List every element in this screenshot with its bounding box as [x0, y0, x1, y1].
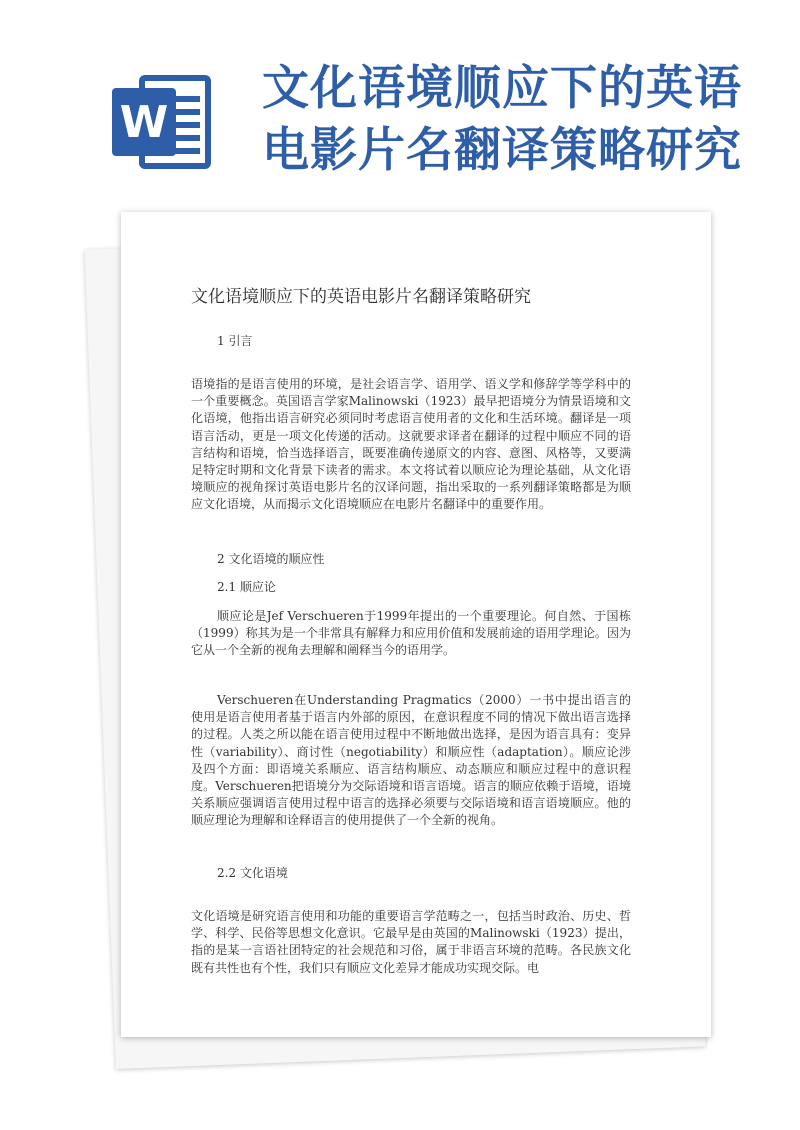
banner-title	[262, 58, 782, 182]
document-page	[121, 212, 711, 1037]
subsection-heading: 2.2 文化语境	[217, 866, 288, 880]
section-heading: 2 文化语境的顺应性	[217, 552, 325, 566]
paragraph: 文化语境是研究语言使用和功能的重要语言学范畴之一，包括当时政治、历史、哲学、科学、民俗等思想文化意识。它最早是由英国的Malinowski（1923）提出，指的是某一言语社团特定的社会规范和习俗，属于非语言环境的范畴。各民族文化既有共性也有个性，我们只有顺应文化差异才能成功实现交际。电	[191, 909, 631, 975]
subsection-heading: 2.1 顺应论	[217, 580, 276, 594]
word-icon-letter: W	[119, 97, 169, 148]
paragraph: 语境指的是语言使用的环境，是社会语言学、语用学、语义学和修辞学等学科中的一个重要概念。英国语言学家Malinowski（1923）最早把语境分为情景语境和文化语境，他指出语言研究必须同时考虑语言使用者的文化和生活环境。翻译是一项语言活动，更是一项文化传递的活动。这就要求译者在翻译的过程中顺应不同的语言结构和语境，恰当选择语言，既要准确传递原文的内容、意图、风格等，又要满足特定时期和文化背景下读者的需求。本文将试着以顺应论为理论基础，从文化语境顺应的视角探讨英语电影片名的汉译问题，指出采取的一系列翻译策略都是为顺应文化语境，从而揭示文化语境顺应在电影片名翻译中的重要作用。	[191, 377, 631, 512]
banner	[0, 0, 800, 200]
word-document-icon	[112, 70, 216, 174]
paragraph: Verschueren在Understanding Pragmatics（2000）一书中提出语言的使用是语言使用者基于语言内外部的原因，在意识程度不同的情况下做出语言选择的过程。人类之所以能在语言使用过程中不断地做出选择，是因为语言具有：变异性（variability）、商讨性（negotiability）和顺应性（adaptation）。顺应论涉及四个方面：即语境关系顺应、语言结构顺应、动态顺应和顺应过程中的意识程度。Verschueren把语境分为交际语境和语言语境。语言的顺应依赖于语境，语境关系顺应强调语言使用过程中语言的选择必须要与交际语境和语言语境顺应。他的顺应理论为理解和诠释语言的使用提供了一个全新的视角。	[191, 693, 631, 828]
section-heading: 1 引言	[217, 334, 253, 348]
banner-title-line1: 文化语境顺应下的英语	[262, 61, 742, 116]
banner-title-line2: 电影片名翻译策略研究	[262, 123, 742, 178]
paragraph: 顺应论是Jef Verschueren于1999年提出的一个重要理论。何自然、于国栋（1999）称其为是一个非常具有解释力和应用价值和发展前途的语用学理论。因为它从一个全新的视角去理解和阐释当今的语用学。	[191, 609, 631, 658]
document-title: 文化语境顺应下的英语电影片名翻译策略研究	[191, 287, 531, 307]
